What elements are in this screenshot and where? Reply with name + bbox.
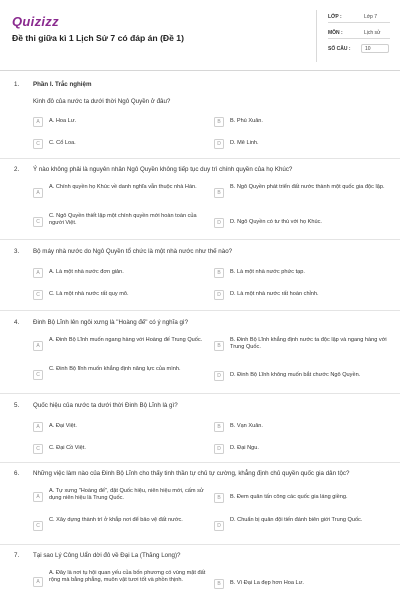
option-b[interactable] bbox=[214, 492, 384, 506]
question-text: Bộ máy nhà nước do Ngô Quyền tổ chức là một nhà nước như thế nào? bbox=[33, 248, 233, 255]
meta-divider bbox=[316, 10, 317, 62]
option-text: A. Đinh Bộ Lĩnh muốn ngang hàng với Hoàng đế Trung Quốc. bbox=[49, 337, 203, 343]
option-badge: A bbox=[33, 492, 43, 502]
option-c[interactable] bbox=[33, 138, 203, 152]
question-text: Quốc hiệu của nước ta dưới thời Đinh Bộ Lĩnh là gì? bbox=[33, 402, 178, 409]
option-badge: D bbox=[214, 290, 224, 300]
option-badge: C bbox=[33, 444, 43, 454]
quizizz-logo: Quizizz bbox=[12, 14, 59, 29]
option-badge: D bbox=[214, 139, 224, 149]
question-separator bbox=[0, 310, 400, 311]
question-number: 2. bbox=[14, 166, 20, 173]
question-text: Những việc làm nào của Đinh Bộ Lĩnh cho thấy tinh thần tự chủ tự cường, khẳng định chủ quyền quốc gia dân tộc? bbox=[33, 470, 350, 477]
option-badge: B bbox=[214, 422, 224, 432]
question-number: 3. bbox=[14, 248, 20, 255]
option-c[interactable] bbox=[33, 213, 203, 227]
question-number: 6. bbox=[14, 470, 20, 477]
option-badge: D bbox=[214, 444, 224, 454]
option-badge: B bbox=[214, 268, 224, 278]
option-badge: B bbox=[214, 117, 224, 127]
option-badge: B bbox=[214, 341, 224, 351]
option-d[interactable] bbox=[214, 217, 384, 231]
option-text: A. Tự xưng "Hoàng đế", đặt Quốc hiệu, niên hiệu mới, cấm sử dụng niên hiệu là Trung Quốc. bbox=[49, 488, 204, 502]
option-text: A. Hoa Lư. bbox=[49, 118, 77, 124]
meta-count-value: 10 bbox=[365, 46, 371, 52]
option-a[interactable] bbox=[33, 337, 203, 351]
option-a[interactable] bbox=[33, 488, 203, 502]
section-title: Phần I. Trắc nghiệm bbox=[33, 81, 92, 88]
meta-count-label: SỐ CÂU : bbox=[328, 46, 351, 52]
question-text: Kinh đô của nước ta dưới thời Ngô Quyền ở đâu? bbox=[33, 98, 171, 105]
option-text: B. Ngô Quyền phát triển đất nước thành một quốc gia độc lập. bbox=[230, 184, 385, 190]
option-badge: D bbox=[214, 371, 224, 381]
option-b[interactable] bbox=[214, 116, 384, 130]
option-text: B. Phú Xuân. bbox=[230, 118, 263, 124]
option-b[interactable] bbox=[214, 337, 387, 351]
option-badge: A bbox=[33, 117, 43, 127]
option-badge: C bbox=[33, 290, 43, 300]
option-text: C. Ngô Quyền thiết lập một chính quyền mới hoàn toàn của người Việt. bbox=[49, 213, 197, 227]
option-text: B. Vì Đại La đẹp hơn Hoa Lư. bbox=[230, 580, 304, 586]
option-badge: B bbox=[214, 579, 224, 589]
option-text: C. Đinh Bộ lĩnh muốn khẳng định năng lực của mình. bbox=[49, 366, 181, 372]
question-text: Đinh Bộ Lĩnh lên ngôi xưng là "Hoàng đế" có ý nghĩa gì? bbox=[33, 319, 189, 326]
option-text: A. Đại Việt. bbox=[49, 423, 77, 429]
worksheet-title: Đề thi giữa kì 1 Lịch Sử 7 có đáp án (Đề 1) bbox=[12, 33, 184, 43]
question-text: Ý nào không phải là nguyên nhân Ngô Quyền không tiếp tục duy trì chính quyền của họ Khúc? bbox=[33, 166, 293, 173]
option-badge: A bbox=[33, 577, 43, 587]
question-number: 5. bbox=[14, 402, 20, 409]
option-a[interactable] bbox=[33, 421, 203, 435]
option-badge: B bbox=[214, 188, 224, 198]
option-c[interactable] bbox=[33, 366, 203, 380]
question-separator bbox=[0, 544, 400, 545]
question-separator bbox=[0, 393, 400, 394]
option-a[interactable] bbox=[33, 116, 203, 130]
option-text: D. Đinh Bộ Lĩnh không muốn bắt chước Ngô Quyền. bbox=[230, 372, 361, 378]
option-c[interactable] bbox=[33, 517, 203, 531]
option-badge: C bbox=[33, 370, 43, 380]
option-b[interactable] bbox=[214, 578, 384, 592]
meta-class-label: LỚP : bbox=[328, 14, 342, 20]
question-text: Tại sao Lý Công Uẩn dời đô về Đại La (Thăng Long)? bbox=[33, 552, 181, 559]
option-d[interactable] bbox=[214, 517, 384, 531]
option-text: C. Cổ Loa. bbox=[49, 140, 76, 146]
header-divider bbox=[0, 70, 400, 71]
option-d[interactable] bbox=[214, 289, 384, 303]
option-badge: A bbox=[33, 341, 43, 351]
option-badge: C bbox=[33, 217, 43, 227]
option-text: C. Xây dựng thành trì ở khắp nơi để bảo vệ đất nước. bbox=[49, 517, 183, 523]
option-a[interactable] bbox=[33, 184, 203, 198]
option-c[interactable] bbox=[33, 443, 203, 457]
option-text: B. Là một nhà nước phức tạp. bbox=[230, 269, 305, 275]
option-text: D. Chuẩn bị quân đội tiến đánh biên giới Trung Quốc. bbox=[230, 517, 363, 523]
option-text: A. Là một nhà nước đơn giản. bbox=[49, 269, 124, 275]
option-b[interactable] bbox=[214, 421, 384, 435]
option-badge: D bbox=[214, 521, 224, 531]
option-text: B. Đinh Bộ Lĩnh khẳng định nước ta độc lập và ngang hàng với Trung Quốc. bbox=[230, 337, 387, 351]
option-badge: B bbox=[214, 493, 224, 503]
option-badge: C bbox=[33, 521, 43, 531]
option-a[interactable] bbox=[33, 267, 203, 281]
option-b[interactable] bbox=[214, 267, 384, 281]
option-text: C. Là một nhà nước rất quy mô. bbox=[49, 291, 129, 297]
option-badge: A bbox=[33, 268, 43, 278]
option-a[interactable] bbox=[33, 570, 206, 585]
option-badge: C bbox=[33, 139, 43, 149]
option-c[interactable] bbox=[33, 289, 203, 303]
option-d[interactable] bbox=[214, 443, 384, 457]
option-text: B. Vạn Xuân. bbox=[230, 423, 263, 429]
option-badge: D bbox=[214, 218, 224, 228]
question-number: 1. bbox=[14, 81, 20, 88]
meta-class-value: Lớp 7 bbox=[364, 14, 378, 20]
question-number: 4. bbox=[14, 319, 20, 326]
option-badge: A bbox=[33, 188, 43, 198]
option-text: D. Ngô Quyền có tư thù với họ Khúc. bbox=[230, 219, 322, 225]
option-text: D. Mê Linh. bbox=[230, 140, 259, 146]
option-text: A. Chính quyền họ Khúc về danh nghĩa vẫn thuộc nhà Hán. bbox=[49, 184, 197, 190]
option-d[interactable] bbox=[214, 370, 384, 384]
meta-subject-label: MÔN : bbox=[328, 30, 343, 36]
option-b[interactable] bbox=[214, 184, 384, 198]
question-number: 7. bbox=[14, 552, 20, 559]
option-badge: A bbox=[33, 422, 43, 432]
worksheet-header bbox=[0, 0, 400, 70]
option-d[interactable] bbox=[214, 138, 384, 152]
question-separator bbox=[0, 239, 400, 240]
option-text: A. Đây là nơi tụ hội quan yếu của bốn phương có vùng mặt đất rộng mà bằng phẳng, muôn vật tươi tốt và phồn thịnh. bbox=[49, 570, 206, 584]
option-text: B. Đem quân tấn công các quốc gia láng giềng. bbox=[230, 494, 348, 500]
question-separator bbox=[0, 158, 400, 159]
question-separator bbox=[0, 462, 400, 463]
option-text: D. Là một nhà nước rất hoàn chỉnh. bbox=[230, 291, 319, 297]
option-text: D. Đại Ngu. bbox=[230, 445, 259, 451]
meta-subject-value: Lịch sử bbox=[364, 30, 381, 36]
option-text: C. Đại Cồ Việt. bbox=[49, 445, 86, 451]
